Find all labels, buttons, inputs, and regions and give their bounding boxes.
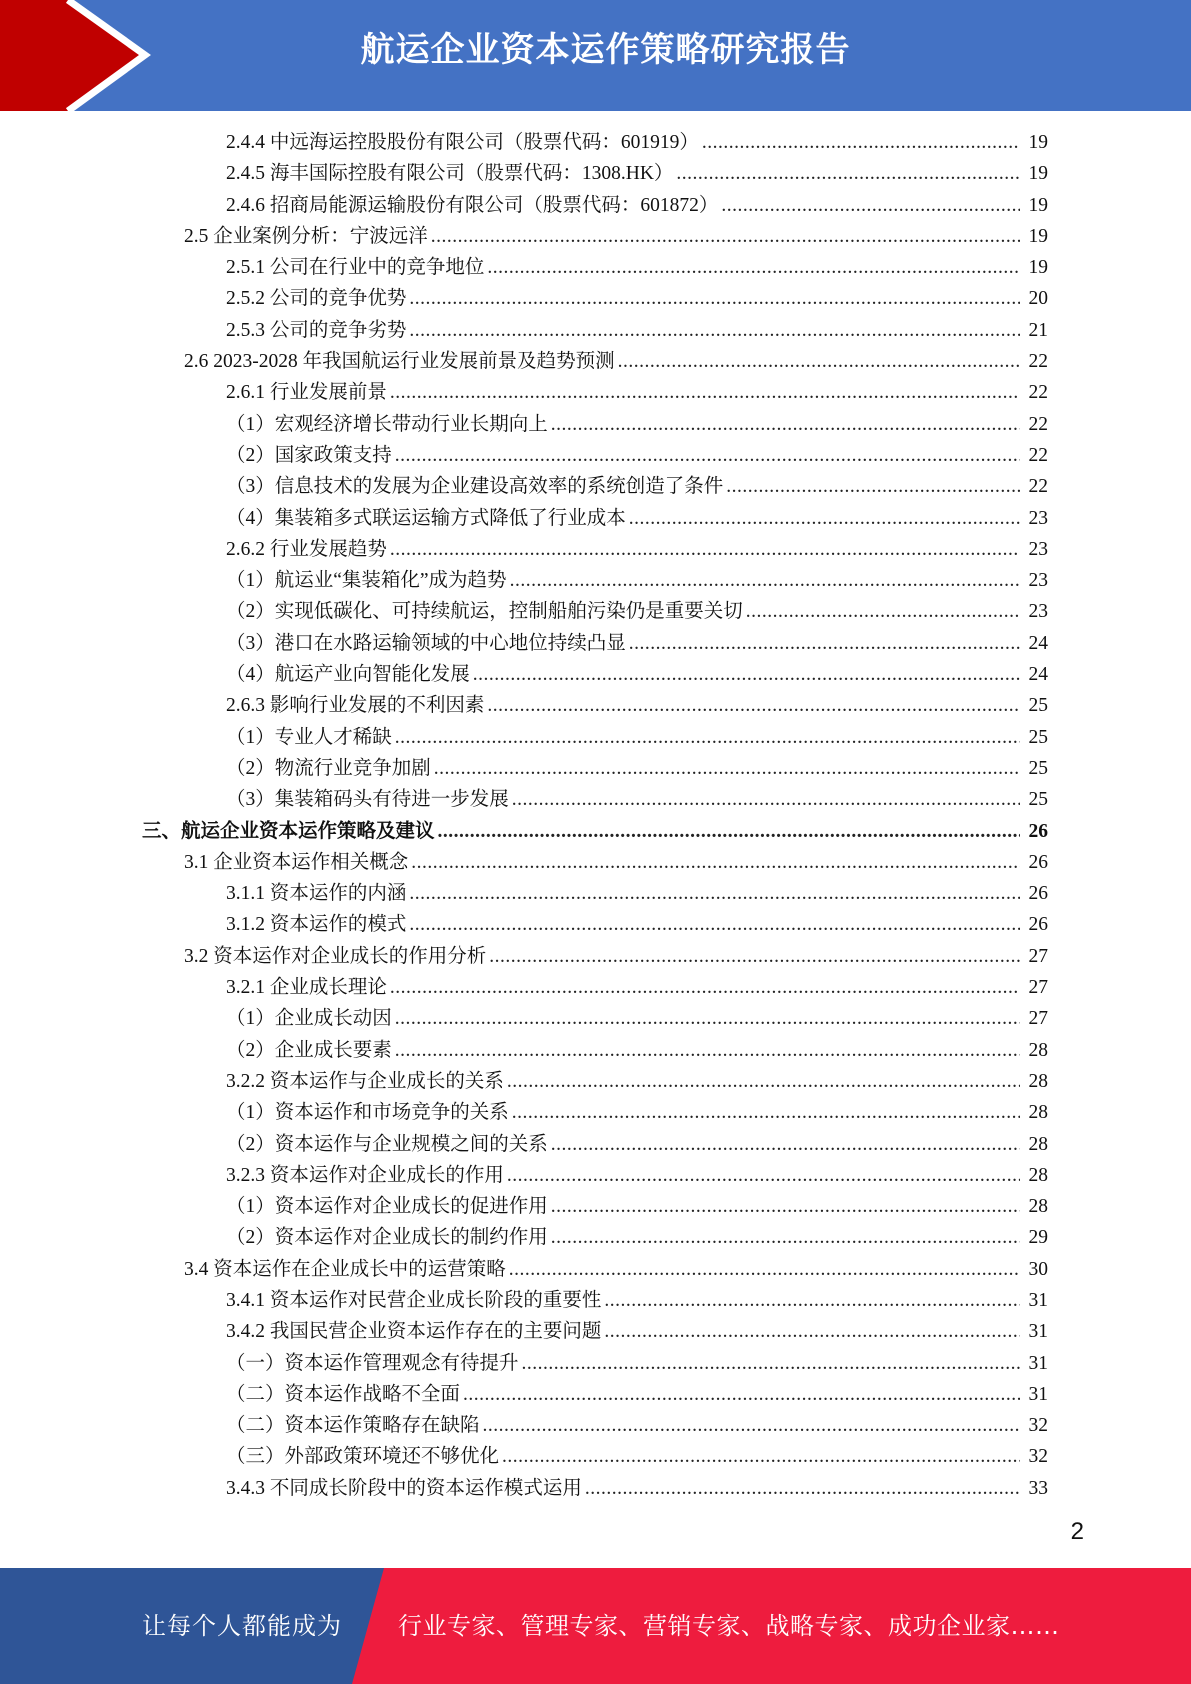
toc-entry-title: （2）资本运作对企业成长的制约作用 <box>226 1227 548 1249</box>
toc-entry-page: 21 <box>1028 319 1048 341</box>
toc-entry-page: 25 <box>1028 757 1048 779</box>
toc-dot-leader <box>390 972 1020 1003</box>
toc-entry[interactable] <box>0 753 1191 784</box>
toc-entry-title: （2）资本运作与企业规模之间的关系 <box>226 1133 548 1155</box>
toc-entry-title: （二）资本运作战略不全面 <box>226 1383 461 1405</box>
toc-entry[interactable] <box>0 784 1191 815</box>
toc-entry[interactable] <box>0 1254 1191 1285</box>
toc-entry-page: 28 <box>1028 1133 1048 1155</box>
footer-roles: 行业专家、管理专家、营销专家、战略专家、成功企业家…… <box>398 1612 1060 1640</box>
toc-entry-title: 3.4 资本运作在企业成长中的运营策略 <box>184 1258 506 1280</box>
toc-entry-title: 2.5.3 公司的竞争劣势 <box>226 319 407 341</box>
toc-dot-leader <box>551 1191 1020 1222</box>
toc-entry[interactable] <box>0 283 1191 314</box>
toc-dot-leader <box>434 753 1020 784</box>
toc-dot-leader <box>702 127 1020 158</box>
toc-dot-leader <box>551 409 1020 440</box>
toc-entry[interactable] <box>0 190 1191 221</box>
toc-entry-title: （1）资本运作对企业成长的促进作用 <box>226 1196 548 1218</box>
toc-dot-leader <box>473 659 1020 690</box>
toc-entry[interactable] <box>0 1160 1191 1191</box>
toc-entry[interactable] <box>0 127 1191 158</box>
toc-entry-title: （1）航运业“集装箱化”成为趋势 <box>226 570 507 592</box>
toc-entry-title: 3.1.2 资本运作的模式 <box>226 914 407 936</box>
toc-entry-title: 3.1 企业资本运作相关概念 <box>184 851 409 873</box>
toc-entry-page: 23 <box>1028 601 1048 623</box>
toc-dot-leader <box>604 1285 1020 1316</box>
toc-dot-leader <box>411 847 1020 878</box>
toc-entry[interactable] <box>0 409 1191 440</box>
toc-entry[interactable] <box>0 315 1191 346</box>
toc-dot-leader <box>618 346 1020 377</box>
toc-entry-page: 19 <box>1028 257 1048 279</box>
toc-dot-leader <box>463 1379 1020 1410</box>
toc-entry-title: （3）信息技术的发展为企业建设高效率的系统创造了条件 <box>226 476 724 498</box>
toc-dot-leader <box>551 1222 1020 1253</box>
toc-entry[interactable] <box>0 909 1191 940</box>
toc-entry-title: 3.4.3 不同成长阶段中的资本运作模式运用 <box>226 1477 582 1499</box>
toc-entry-page: 28 <box>1028 1196 1048 1218</box>
toc-dot-leader <box>507 1160 1020 1191</box>
toc-entry[interactable] <box>0 1316 1191 1347</box>
toc-dot-leader <box>487 252 1020 283</box>
toc-dot-leader <box>510 565 1020 596</box>
toc-entry[interactable] <box>0 440 1191 471</box>
toc-entry[interactable] <box>0 596 1191 627</box>
toc-entry[interactable] <box>0 1348 1191 1379</box>
toc-entry[interactable] <box>0 1441 1191 1472</box>
toc-entry-title: （1）资本运作和市场竞争的关系 <box>226 1102 509 1124</box>
toc-entry-page: 22 <box>1028 444 1048 466</box>
toc-entry[interactable] <box>0 847 1191 878</box>
toc-entry[interactable] <box>0 816 1191 847</box>
toc-entry[interactable] <box>0 346 1191 377</box>
toc-entry-title: 3.4.1 资本运作对民营企业成长阶段的重要性 <box>226 1289 602 1311</box>
toc-entry[interactable] <box>0 878 1191 909</box>
toc-entry[interactable] <box>0 158 1191 189</box>
toc-entry-title: （1）宏观经济增长带动行业长期向上 <box>226 413 548 435</box>
toc-entry-page: 28 <box>1028 1070 1048 1092</box>
toc-entry[interactable] <box>0 565 1191 596</box>
toc-dot-leader <box>395 1003 1020 1034</box>
toc-entry-title: （2）物流行业竞争加剧 <box>226 757 431 779</box>
toc-entry-page: 27 <box>1028 945 1048 967</box>
toc-entry[interactable] <box>0 1379 1191 1410</box>
toc-entry-page: 26 <box>1028 851 1048 873</box>
toc-entry-title: 3.4.2 我国民营企业资本运作存在的主要问题 <box>226 1321 602 1343</box>
toc-entry-title: 2.5.2 公司的竞争优势 <box>226 288 407 310</box>
toc-dot-leader <box>721 190 1020 221</box>
toc-dot-leader <box>512 1097 1020 1128</box>
toc-entry-title: 2.6.3 影响行业发展的不利因素 <box>226 695 485 717</box>
toc-dot-leader <box>395 440 1020 471</box>
toc-dot-leader <box>409 283 1020 314</box>
toc-entry-title: 3.2.3 资本运作对企业成长的作用 <box>226 1164 504 1186</box>
toc-entry[interactable] <box>0 1035 1191 1066</box>
toc-entry-page: 19 <box>1028 194 1048 216</box>
header-banner <box>0 0 1191 111</box>
toc-entry-page: 19 <box>1028 132 1048 153</box>
toc-entry-title: （4）集装箱多式联运运输方式降低了行业成本 <box>226 507 626 529</box>
toc-entry[interactable] <box>0 1285 1191 1316</box>
toc-entry-page: 28 <box>1028 1164 1048 1186</box>
footer-slogan: 让每个人都能成为 <box>142 1612 342 1640</box>
toc-dot-leader <box>629 628 1020 659</box>
toc-dot-leader <box>409 315 1020 346</box>
toc-entry-title: （一）资本运作管理观念有待提升 <box>226 1352 519 1374</box>
toc-entry[interactable] <box>0 1097 1191 1128</box>
toc-entry[interactable] <box>0 1222 1191 1253</box>
toc-entry[interactable] <box>0 1003 1191 1034</box>
toc-dot-leader <box>487 690 1020 721</box>
toc-entry[interactable] <box>0 534 1191 565</box>
toc-entry-page: 19 <box>1028 163 1048 185</box>
toc-entry[interactable] <box>0 1191 1191 1222</box>
toc-entry-page: 22 <box>1028 413 1048 435</box>
toc-entry-title: 2.6.1 行业发展前景 <box>226 382 387 404</box>
toc-entry[interactable] <box>0 1473 1191 1504</box>
toc-entry-title: 2.4.5 海丰国际控股有限公司（股票代码：1308.HK） <box>226 163 674 185</box>
toc-dot-leader <box>726 471 1020 502</box>
toc-entry-page: 26 <box>1028 883 1048 905</box>
toc-dot-leader <box>431 221 1020 252</box>
report-title: 航运企业资本运作策略研究报告 <box>360 30 851 70</box>
toc-entry-title: 2.4.6 招商局能源运输股份有限公司（股票代码：601872） <box>226 194 719 216</box>
toc-entry[interactable] <box>0 1129 1191 1160</box>
toc-dot-leader <box>509 1254 1020 1285</box>
toc-dot-leader <box>390 377 1020 408</box>
toc-entry-title: 3.2 资本运作对企业成长的作用分析 <box>184 945 487 967</box>
toc-dot-leader <box>512 784 1020 815</box>
table-of-contents <box>0 127 1191 1504</box>
toc-entry[interactable] <box>0 1410 1191 1441</box>
toc-dot-leader <box>585 1473 1020 1504</box>
toc-entry-title: （2）实现低碳化、可持续航运，控制船舶污染仍是重要关切 <box>226 601 743 623</box>
toc-dot-leader <box>502 1441 1020 1472</box>
toc-entry[interactable] <box>0 252 1191 283</box>
toc-entry-title: （2）国家政策支持 <box>226 444 392 466</box>
toc-entry[interactable] <box>0 471 1191 502</box>
toc-entry-page: 26 <box>1028 820 1048 842</box>
toc-entry-title: 三、航运企业资本运作策略及建议 <box>142 820 435 842</box>
toc-entry-title: 2.6.2 行业发展趋势 <box>226 538 387 560</box>
toc-entry-page: 28 <box>1028 1102 1048 1124</box>
toc-entry[interactable] <box>0 941 1191 972</box>
toc-dot-leader <box>483 1410 1020 1441</box>
toc-entry[interactable] <box>0 221 1191 252</box>
toc-entry-title: 3.1.1 资本运作的内涵 <box>226 883 407 905</box>
toc-dot-leader <box>746 596 1020 627</box>
toc-entry-page: 20 <box>1028 288 1048 310</box>
toc-entry-page: 28 <box>1028 1039 1048 1061</box>
toc-entry[interactable] <box>0 1066 1191 1097</box>
toc-entry-page: 25 <box>1028 789 1048 811</box>
toc-dot-leader <box>522 1348 1020 1379</box>
toc-entry-page: 32 <box>1028 1415 1048 1437</box>
toc-entry-page: 33 <box>1028 1477 1048 1499</box>
toc-entry[interactable] <box>0 722 1191 753</box>
toc-entry-page: 30 <box>1028 1258 1048 1280</box>
toc-entry[interactable] <box>0 972 1191 1003</box>
toc-entry-title: （4）航运产业向智能化发展 <box>226 664 470 686</box>
toc-dot-leader <box>604 1316 1020 1347</box>
toc-dot-leader <box>409 878 1020 909</box>
toc-entry-title: （二）资本运作策略存在缺陷 <box>226 1415 480 1437</box>
toc-entry-page: 27 <box>1028 977 1048 999</box>
toc-entry-page: 32 <box>1028 1446 1048 1468</box>
toc-entry-title: （三）外部政策环境还不够优化 <box>226 1446 500 1468</box>
toc-entry-title: 3.2.1 企业成长理论 <box>226 977 387 999</box>
toc-entry-page: 23 <box>1028 538 1048 560</box>
toc-entry[interactable] <box>0 659 1191 690</box>
page-number: 2 <box>1070 1518 1084 1545</box>
toc-entry-page: 31 <box>1028 1383 1048 1405</box>
toc-dot-leader <box>676 158 1020 189</box>
toc-entry-title: 2.6 2023-2028 年我国航运行业发展前景及趋势预测 <box>184 351 615 373</box>
toc-entry-title: （3）集装箱码头有待进一步发展 <box>226 789 509 811</box>
toc-dot-leader <box>489 941 1020 972</box>
toc-entry-title: （2）企业成长要素 <box>226 1039 392 1061</box>
toc-dot-leader <box>395 722 1020 753</box>
toc-dot-leader <box>395 1035 1020 1066</box>
footer-banner <box>0 1568 1191 1684</box>
toc-dot-leader <box>507 1066 1020 1097</box>
toc-entry-page: 25 <box>1028 726 1048 748</box>
toc-entry-title: 2.5 企业案例分析：宁波远洋 <box>184 225 428 247</box>
toc-dot-leader <box>438 816 1020 847</box>
toc-dot-leader <box>629 503 1020 534</box>
toc-entry-page: 27 <box>1028 1008 1048 1030</box>
toc-entry-page: 24 <box>1028 664 1048 686</box>
toc-entry-page: 26 <box>1028 914 1048 936</box>
toc-entry-page: 29 <box>1028 1227 1048 1249</box>
toc-entry[interactable] <box>0 377 1191 408</box>
toc-entry-page: 31 <box>1028 1352 1048 1374</box>
toc-entry-page: 22 <box>1028 382 1048 404</box>
toc-entry-page: 23 <box>1028 507 1048 529</box>
toc-entry[interactable] <box>0 690 1191 721</box>
toc-entry-page: 19 <box>1028 225 1048 247</box>
toc-entry-page: 24 <box>1028 632 1048 654</box>
toc-entry-page: 22 <box>1028 351 1048 373</box>
toc-dot-leader <box>390 534 1020 565</box>
toc-entry-page: 31 <box>1028 1289 1048 1311</box>
toc-dot-leader <box>409 909 1020 940</box>
toc-entry-page: 25 <box>1028 695 1048 717</box>
toc-entry-title: 2.5.1 公司在行业中的竞争地位 <box>226 257 485 279</box>
toc-entry[interactable] <box>0 503 1191 534</box>
toc-entry-page: 23 <box>1028 570 1048 592</box>
toc-entry-title: （1）企业成长动因 <box>226 1008 392 1030</box>
toc-entry-title: （1）专业人才稀缺 <box>226 726 392 748</box>
toc-entry-title: 2.4.4 中远海运控股股份有限公司（股票代码：601919） <box>226 132 699 153</box>
toc-dot-leader <box>551 1129 1020 1160</box>
toc-entry[interactable] <box>0 628 1191 659</box>
toc-entry-page: 22 <box>1028 476 1048 498</box>
toc-entry-title: （3）港口在水路运输领域的中心地位持续凸显 <box>226 632 626 654</box>
toc-entry-title: 3.2.2 资本运作与企业成长的关系 <box>226 1070 504 1092</box>
toc-entry-page: 31 <box>1028 1321 1048 1343</box>
